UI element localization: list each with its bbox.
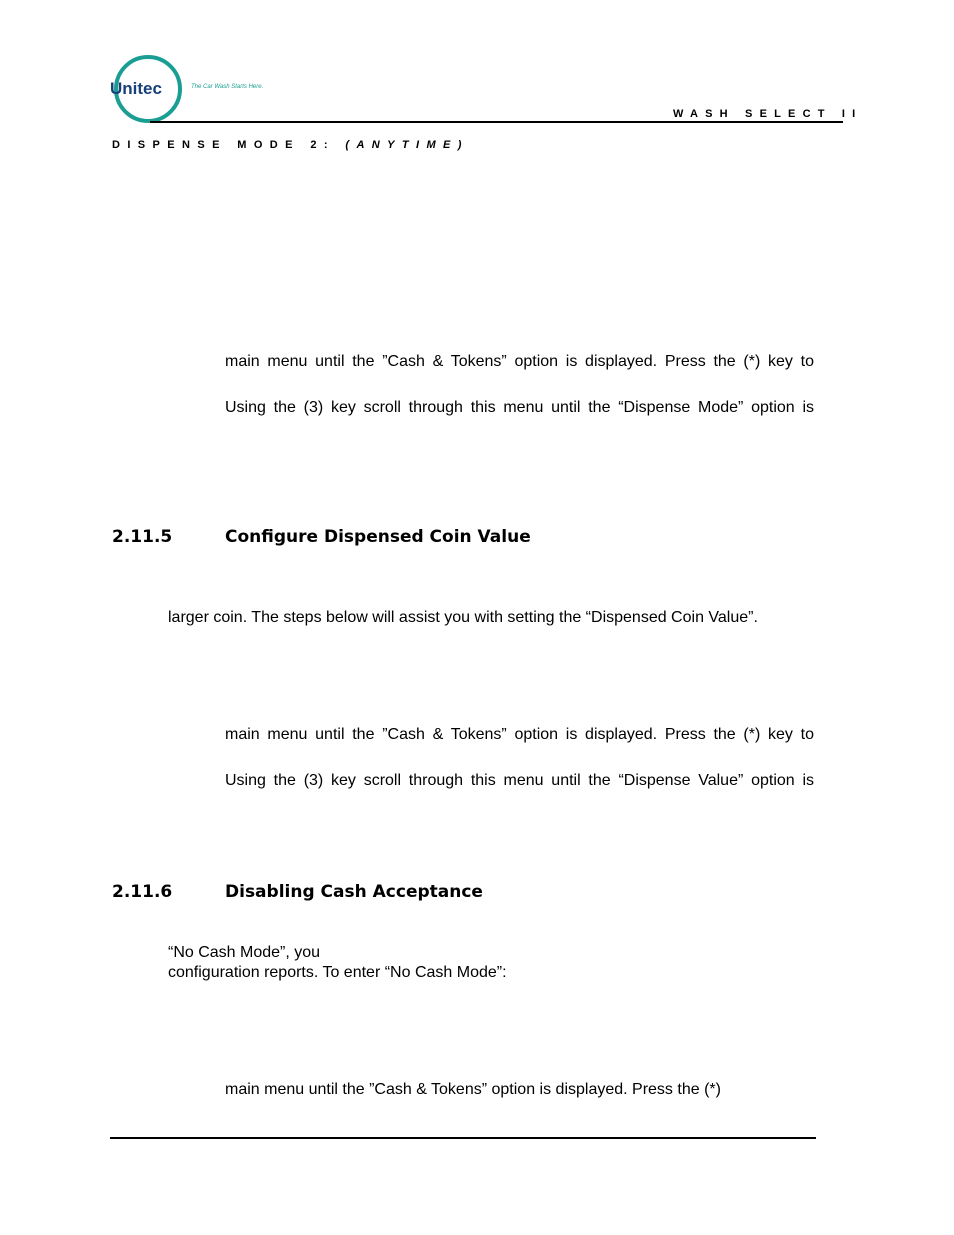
logo-text: Unitec xyxy=(110,79,162,98)
footer-rule xyxy=(110,1137,816,1139)
chapter-prefix: DISPENSE MODE 2: xyxy=(112,139,335,151)
running-header-product: WASH SELECT II xyxy=(673,108,863,120)
section-2116-intro-line-2: configuration reports. To enter “No Cash Mode”: xyxy=(168,964,507,981)
prev-step-2-line: Using the (3) key scroll through this menu until the “Dispense Mode” option is xyxy=(225,399,814,416)
section-2116-title: Disabling Cash Acceptance xyxy=(225,882,483,902)
section-2115-step-2-line: Using the (3) key scroll through this menu until the “Dispense Value” option is xyxy=(225,772,814,789)
section-2115-title: Configure Dispensed Coin Value xyxy=(225,527,531,547)
logo-tagline: The Car Wash Starts Here. xyxy=(191,84,264,90)
header-rule xyxy=(150,121,843,123)
section-2116-step-1-line: main menu until the ”Cash & Tokens” option is displayed. Press the (*) xyxy=(225,1081,721,1098)
running-header-chapter xyxy=(112,139,469,151)
section-2116-intro-line-1: “No Cash Mode”, you xyxy=(168,944,321,961)
chapter-italic: (ANYTIME) xyxy=(345,139,469,151)
unitec-logo xyxy=(108,53,188,125)
section-2115-step-1-line: main menu until the ”Cash & Tokens” option is displayed. Press the (*) key to xyxy=(225,726,814,743)
section-2115-number: 2.11.5 xyxy=(112,527,173,547)
section-2116-number: 2.11.6 xyxy=(112,882,173,902)
section-2115-intro: larger coin. The steps below will assist you with setting the “Dispensed Coin Value”. xyxy=(168,609,758,626)
prev-step-1-line: main menu until the ”Cash & Tokens” option is displayed. Press the (*) key to xyxy=(225,353,814,370)
